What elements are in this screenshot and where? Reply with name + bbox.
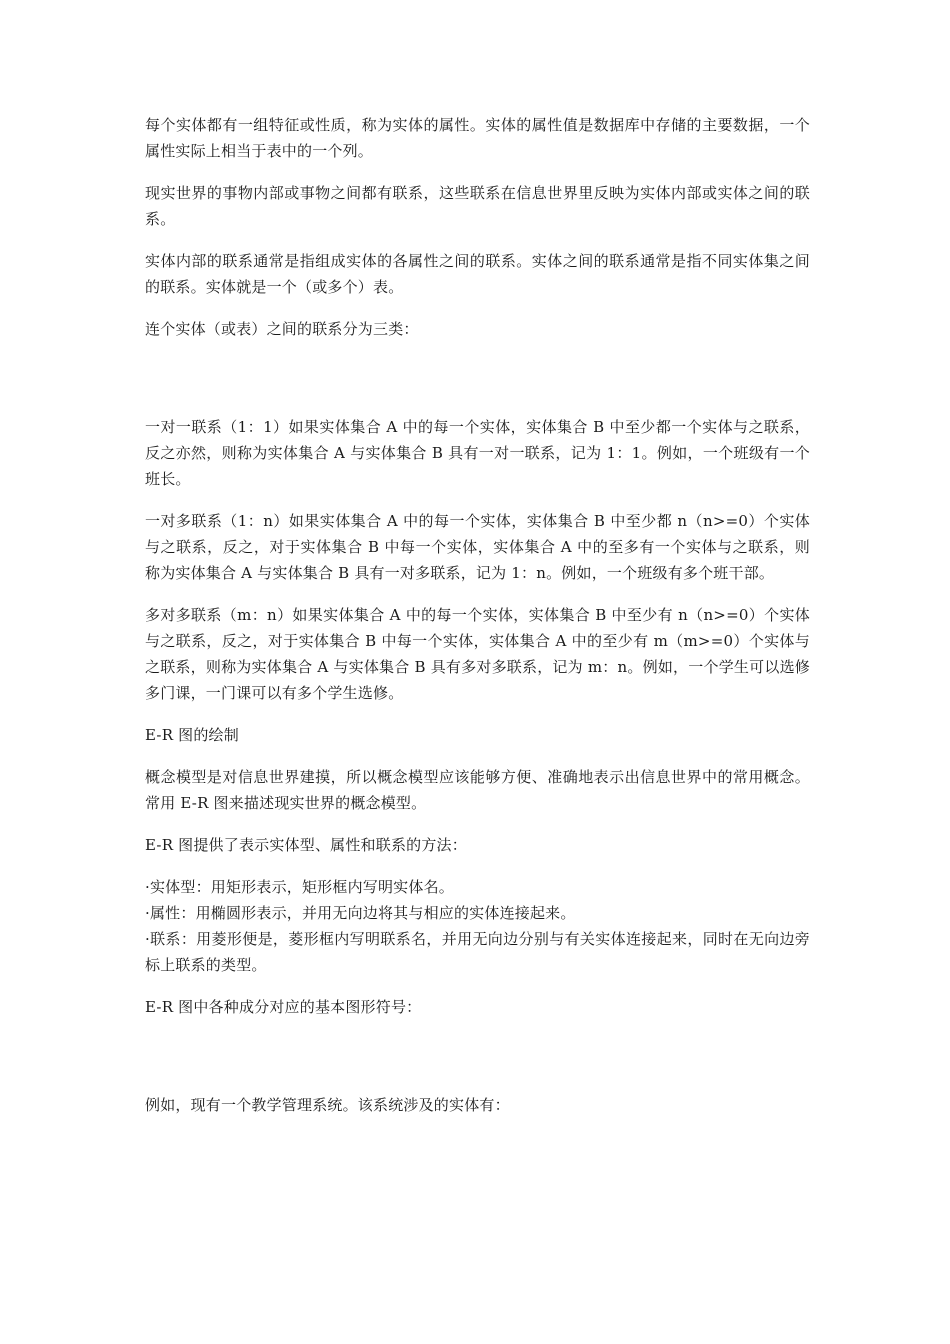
spacer-figure-area xyxy=(145,342,810,414)
spacer xyxy=(145,816,810,832)
spacer xyxy=(145,858,810,874)
list-item-entity-type: ·实体型：用矩形表示，矩形框内写明实体名。 xyxy=(145,878,454,896)
spacer xyxy=(145,978,810,994)
spacer xyxy=(145,232,810,248)
spacer-figure-area xyxy=(145,1020,810,1092)
paragraph-three-types: 连个实体（或表）之间的联系分为三类： xyxy=(145,320,419,338)
paragraph-real-world-relations: 现实世界的事物内部或事物之间都有联系，这些联系在信息世界里反映为实体内部或实体之间的联系。 xyxy=(145,184,810,228)
paragraph-many-to-many: 多对多联系（m：n）如果实体集合 A 中的每一个实体，实体集合 B 中至少有 n（n>=0）个实体与之联系，反之，对于实体集合 B 中每一个实体，实体集合 A 中的至少有 m（m>=0）个实体与之联系，则称为实体集合 A 与实体集合 B 具有多对多联系，记为 m：n。例如，一个学生可以选修多门课，一门课可以有多个学生选修。 xyxy=(145,606,810,702)
paragraph-internal-relations: 实体内部的联系通常是指组成实体的各属性之间的联系。实体之间的联系通常是指不同实体集之间的联系。实体就是一个（或多个）表。 xyxy=(145,252,810,296)
paragraph-teaching-system-example: 例如，现有一个教学管理系统。该系统涉及的实体有： xyxy=(145,1096,510,1114)
paragraph-one-to-one: 一对一联系（1：1）如果实体集合 A 中的每一个实体，实体集合 B 中至少都一个实体与之联系，反之亦然，则称为实体集合 A 与实体集合 B 具有一对一联系，记为 1：1。例如，一个班级有一个班长。 xyxy=(145,418,810,488)
spacer xyxy=(145,300,810,316)
spacer xyxy=(145,748,810,764)
list-item-attribute: ·属性：用椭圆形表示，并用无向边将其与相应的实体连接起来。 xyxy=(145,904,576,922)
paragraph-entity-attributes: 每个实体都有一组特征或性质，称为实体的属性。实体的属性值是数据库中存储的主要数据，一个属性实际上相当于表中的一个列。 xyxy=(145,116,810,160)
spacer xyxy=(145,706,810,722)
paragraph-one-to-many: 一对多联系（1：n）如果实体集合 A 中的每一个实体，实体集合 B 中至少都 n（n>=0）个实体与之联系，反之，对于实体集合 B 中每一个实体，实体集合 A 中的至多有一个实体与之联系，则称为实体集合 A 与实体集合 B 具有一对多联系，记为 1：n。例如，一个班级有多个班干部。 xyxy=(145,512,810,582)
spacer xyxy=(145,164,810,180)
list-item-relationship: ·联系：用菱形便是，菱形框内写明联系名，并用无向边分别与有关实体连接起来，同时在无向边旁标上联系的类型。 xyxy=(145,930,810,974)
document-body xyxy=(145,112,810,1118)
paragraph-concept-model: 概念模型是对信息世界建摸，所以概念模型应该能够方便、准确地表示出信息世界中的常用概念。常用 E-R 图来描述现实世界的概念模型。 xyxy=(145,768,810,812)
spacer xyxy=(145,492,810,508)
paragraph-er-symbols: E-R 图中各种成分对应的基本图形符号： xyxy=(145,998,422,1016)
section-heading-er-diagram: E-R 图的绘制 xyxy=(145,726,239,744)
paragraph-er-methods: E-R 图提供了表示实体型、属性和联系的方法： xyxy=(145,836,467,854)
spacer xyxy=(145,586,810,602)
